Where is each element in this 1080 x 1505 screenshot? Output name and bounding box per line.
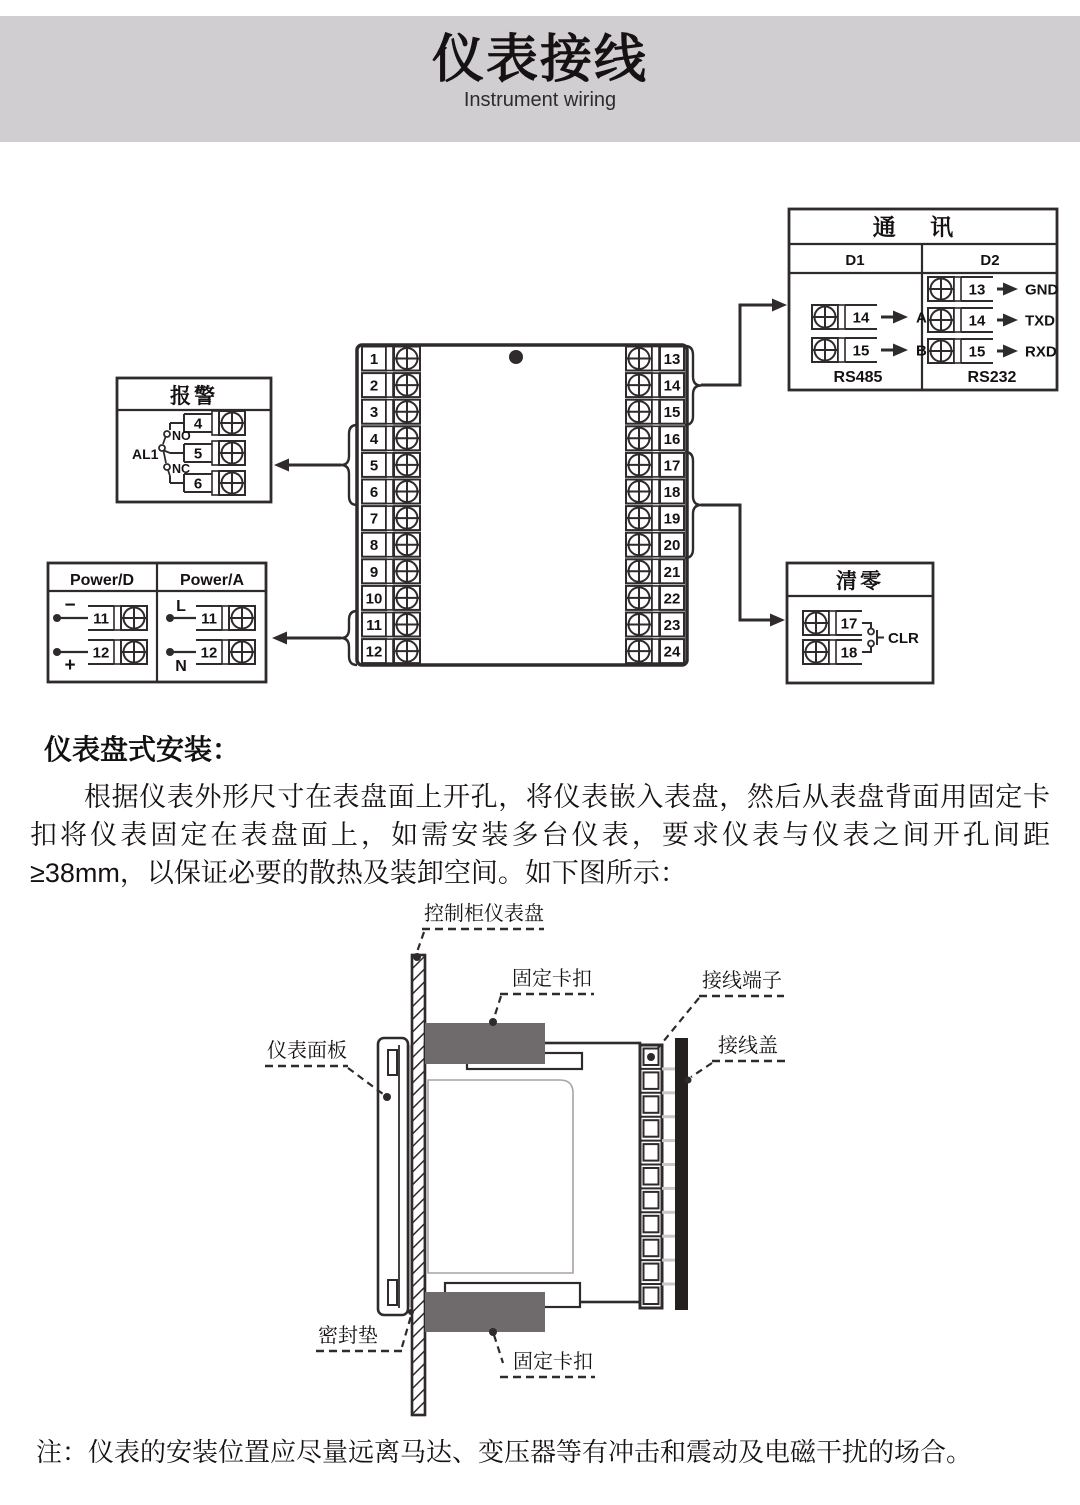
install-label-faceplate: 仪表面板 [267,1040,347,1062]
terminal-strip [652,453,659,477]
terminal-number: 14 [663,377,681,395]
terminal-strip [386,586,393,610]
clr-contact [868,641,874,647]
install-label-clip_bottom: 固定卡扣 [513,1351,593,1373]
panel-install-diagram [250,888,810,1438]
bezel-clip-slot [388,1050,397,1075]
terminal-row-right [626,400,684,424]
terminal-strip [386,373,393,397]
screw-terminal-icon [626,506,652,530]
connector-line [701,305,772,385]
terminal-strip [652,613,659,637]
terminal-strip [386,506,393,530]
terminal-row-right [626,559,684,583]
screw-terminal-icon [626,480,652,504]
polarity-symbol: − [64,595,76,616]
terminal-number: 15 [663,404,681,422]
screw-terminal-icon [394,400,420,424]
screw-terminal-icon [394,426,420,450]
dashed-leader [402,1316,411,1347]
terminal-number: 9 [369,563,379,581]
terminal-cell [644,1120,659,1137]
terminal-strip [829,640,836,664]
screw-terminal-icon [394,586,420,610]
terminal-cell [644,1144,659,1161]
terminal-cell [644,1072,659,1089]
nc-contact [164,464,170,470]
screw-terminal-icon [626,586,652,610]
comm-col1-header: D1 [845,252,865,269]
screw-terminal-icon [928,339,954,363]
power-box [48,563,266,682]
terminal-number: 11 [93,610,109,628]
common-contact [159,445,165,451]
footer-note: 注：仪表的安装位置应尽量远离马达、变压器等有冲击和震动及电磁干扰的场合。 [36,1437,973,1467]
terminal-strip [954,339,961,363]
fixing-clip-top [425,1023,545,1064]
terminal-strip [212,441,219,465]
screw-terminal-icon [626,639,652,663]
clr-contact [868,629,874,635]
terminal-strip [386,639,393,663]
dashed-leader [494,996,501,1018]
terminal-row-right [626,426,684,450]
terminal-row-left [362,639,420,663]
screw-terminal-icon [394,480,420,504]
clear-row [803,640,862,664]
terminal-row-left [362,453,420,477]
alarm-title: 报警 [170,385,218,408]
terminal-number: 15 [968,343,986,361]
screw-terminal-icon [626,453,652,477]
terminal-strip [652,426,659,450]
arrowhead [272,632,287,645]
screw-terminal-icon [626,533,652,557]
screw-terminal-icon [394,373,420,397]
terminal-row-left [362,533,420,557]
signal-label: A [916,309,927,327]
clear-box [787,563,933,683]
instrument-bezel [378,1038,408,1315]
terminal-number: 15 [852,342,870,360]
terminal-row-right [626,586,684,610]
screw-terminal-icon [219,411,245,435]
comm-col2-footer: RS232 [967,369,1017,386]
center-terminal-block [357,345,687,665]
phase-symbol: L [176,598,186,615]
terminal-strip [838,305,845,329]
terminal-number: 7 [369,510,379,528]
screw-terminal-icon [229,606,255,630]
leader-dot [647,1053,655,1061]
terminal-strip [222,606,229,630]
terminal-number: 5 [369,457,379,475]
terminal-number: 11 [201,610,217,628]
terminal-cell [644,1168,659,1185]
terminal-number: 12 [92,644,110,662]
screw-terminal-icon [812,305,838,329]
terminal-number: 19 [663,510,681,528]
terminal-strip [386,426,393,450]
terminal-row-right [626,613,684,637]
terminal-strip [386,533,393,557]
terminal-strip [652,559,659,583]
nc-label: NC [172,462,191,476]
terminal-row-left [362,480,420,504]
terminal-row-right [626,453,684,477]
terminal-number: 1 [369,351,379,368]
signal-label: B [916,342,927,360]
terminal-strip [838,338,845,362]
install-label-gasket: 密封垫 [318,1325,378,1347]
terminal-number: 18 [663,484,681,501]
terminal-number: 4 [369,430,379,448]
clr-label: CLR [888,630,919,647]
terminal-row-left [362,373,420,397]
clear-title: 清零 [836,570,884,593]
fixing-clip-bottom [425,1292,545,1332]
terminal-row-right [626,480,684,504]
terminal-strip [386,453,393,477]
page-header-band [0,16,1080,142]
terminal-number: 17 [840,615,858,633]
terminal-number: 18 [840,644,858,662]
terminal-strip [114,640,121,664]
terminal-strip [652,373,659,397]
terminal-row-right [626,347,684,371]
power-ac-header: Power/A [179,572,245,589]
arrowhead [770,614,785,627]
terminal-row-right [626,533,684,557]
terminal-number: 5 [193,445,203,463]
screw-terminal-icon [394,533,420,557]
alarm-row [184,411,245,435]
arrowhead [772,299,787,312]
terminal-cell [644,1264,659,1281]
terminal-number: 3 [369,404,379,422]
terminal-row-left [362,400,420,424]
screw-terminal-icon [626,426,652,450]
screw-terminal-icon [219,471,245,495]
terminal-row-left [362,586,420,610]
brace [341,425,357,505]
screw-terminal-icon [394,453,420,477]
brace [341,611,357,665]
screw-terminal-icon [121,640,147,664]
phase-symbol: N [175,658,187,675]
section-heading: 仪表盘式安装： [44,734,241,765]
terminal-row-left [362,506,420,530]
terminal-number: 6 [369,484,379,501]
install-label-terminal_block: 接线端子 [702,970,782,992]
leader-dot [489,1328,497,1336]
screw-terminal-icon [626,347,652,371]
bezel-clip-slot [388,1280,397,1305]
body-inner-panel [428,1080,573,1273]
dashed-leader [494,1335,503,1363]
terminal-number: 17 [663,457,681,475]
terminal-strip [652,400,659,424]
terminal-number: 23 [663,617,681,634]
dashed-leader [691,1063,712,1077]
terminal-cell [644,1288,659,1305]
signal-label: TXD [1025,312,1055,330]
page-subtitle: Instrument wiring [463,89,617,111]
terminal-number: 4 [193,415,203,433]
terminal-number: 13 [968,281,986,299]
signal-label: GND [1025,281,1059,299]
comm-box [789,209,1059,390]
terminal-number: 2 [369,377,379,395]
install-label-clip_top: 固定卡扣 [512,968,592,990]
terminal-number: 8 [369,537,379,555]
terminal-cell [644,1240,659,1257]
terminal-strip [652,480,659,504]
connector-line [701,505,770,620]
polarity-symbol: + [64,655,76,676]
terminal-row-left [362,426,420,450]
install-label-cover: 接线盖 [718,1035,778,1057]
screw-terminal-icon [626,559,652,583]
terminal-number: 14 [852,309,870,327]
terminal-number: 12 [200,644,218,662]
terminal-strip [954,308,961,332]
terminal-strip [652,506,659,530]
terminal-strip [652,347,659,371]
comm-col2-header: D2 [980,252,1000,269]
terminal-row-left [362,613,420,637]
terminal-strip [652,639,659,663]
terminal-cell [644,1216,659,1233]
leader-dot [383,1093,391,1101]
leader-dot [489,1018,497,1026]
dashed-leader [417,932,424,952]
screw-terminal-icon [394,639,420,663]
terminal-strip [954,277,961,301]
screw-terminal-icon [928,277,954,301]
terminal-number: 16 [663,430,681,448]
screw-terminal-icon [626,613,652,637]
terminal-cell [644,1192,659,1209]
screw-terminal-icon [812,338,838,362]
terminal-cell [644,1096,659,1113]
terminal-number: 24 [663,643,681,661]
terminal-number: 10 [365,590,383,608]
arrowhead [274,459,289,472]
terminal-number: 11 [366,617,382,634]
leader-dot [685,1077,692,1084]
screw-terminal-icon [219,441,245,465]
screw-terminal-icon [803,611,829,635]
screw-terminal-icon [626,400,652,424]
terminal-strip [652,586,659,610]
screw-terminal-icon [394,347,420,371]
comm-title: 通 讯 [872,214,968,240]
terminal-number: 21 [663,563,681,581]
comm-col1-footer: RS485 [833,369,883,386]
terminal-strip [386,400,393,424]
terminal-number: 22 [663,590,681,608]
terminal-row-right [626,639,684,663]
terminal-strip [114,606,121,630]
terminal-row-right [626,506,684,530]
no-label: NO [172,429,191,443]
terminal-row-left [362,347,420,371]
screw-terminal-icon [121,606,147,630]
terminal-strip [386,559,393,583]
terminal-number: 6 [193,475,203,493]
signal-label: RXD [1025,343,1057,361]
screw-terminal-icon [626,373,652,397]
terminal-strip [652,533,659,557]
terminal-number: 12 [365,643,383,661]
screw-terminal-icon [229,640,255,664]
alarm-row [184,471,245,495]
screw-terminal-icon [394,506,420,530]
terminal-row-left [362,559,420,583]
orientation-dot [509,350,523,364]
clear-row [803,611,862,635]
wiring-diagram [0,190,1080,710]
terminal-number: 13 [663,351,681,368]
screw-terminal-icon [928,308,954,332]
terminal-number: 20 [663,537,681,555]
alarm-channel-label: AL1 [132,446,159,462]
power-dc-header: Power/D [69,572,135,589]
screw-terminal-icon [394,559,420,583]
terminal-strip [386,347,393,371]
screw-terminal-icon [803,640,829,664]
terminal-strip [212,411,219,435]
terminal-number: 14 [968,312,986,330]
terminal-strip [386,480,393,504]
install-label-panel: 控制柜仪表盘 [424,903,544,925]
terminal-strip [386,613,393,637]
terminal-strip [212,471,219,495]
alarm-box [117,378,271,502]
screw-terminal-icon [394,613,420,637]
alarm-row [184,441,245,465]
mounting-paragraph: 根据仪表外形尺寸在表盘面上开孔，将仪表嵌入表盘，然后从表盘背面用固定卡扣将仪表固定在表盘面上，如需安装多台仪表，要求仪表与仪表之间开孔间距≥38mm，以保证必要的散热及装卸空间。如下图所示： [30,782,1050,888]
leader-dot [408,1309,414,1315]
terminal-strip [829,611,836,635]
install-drawing [265,902,787,1415]
page-title: 仪表接线 [431,31,648,89]
no-contact [164,431,170,437]
terminal-row-right [626,373,684,397]
leader-dot [413,953,421,961]
terminal-strip [222,640,229,664]
mounting-panel-hatch [412,955,425,1415]
